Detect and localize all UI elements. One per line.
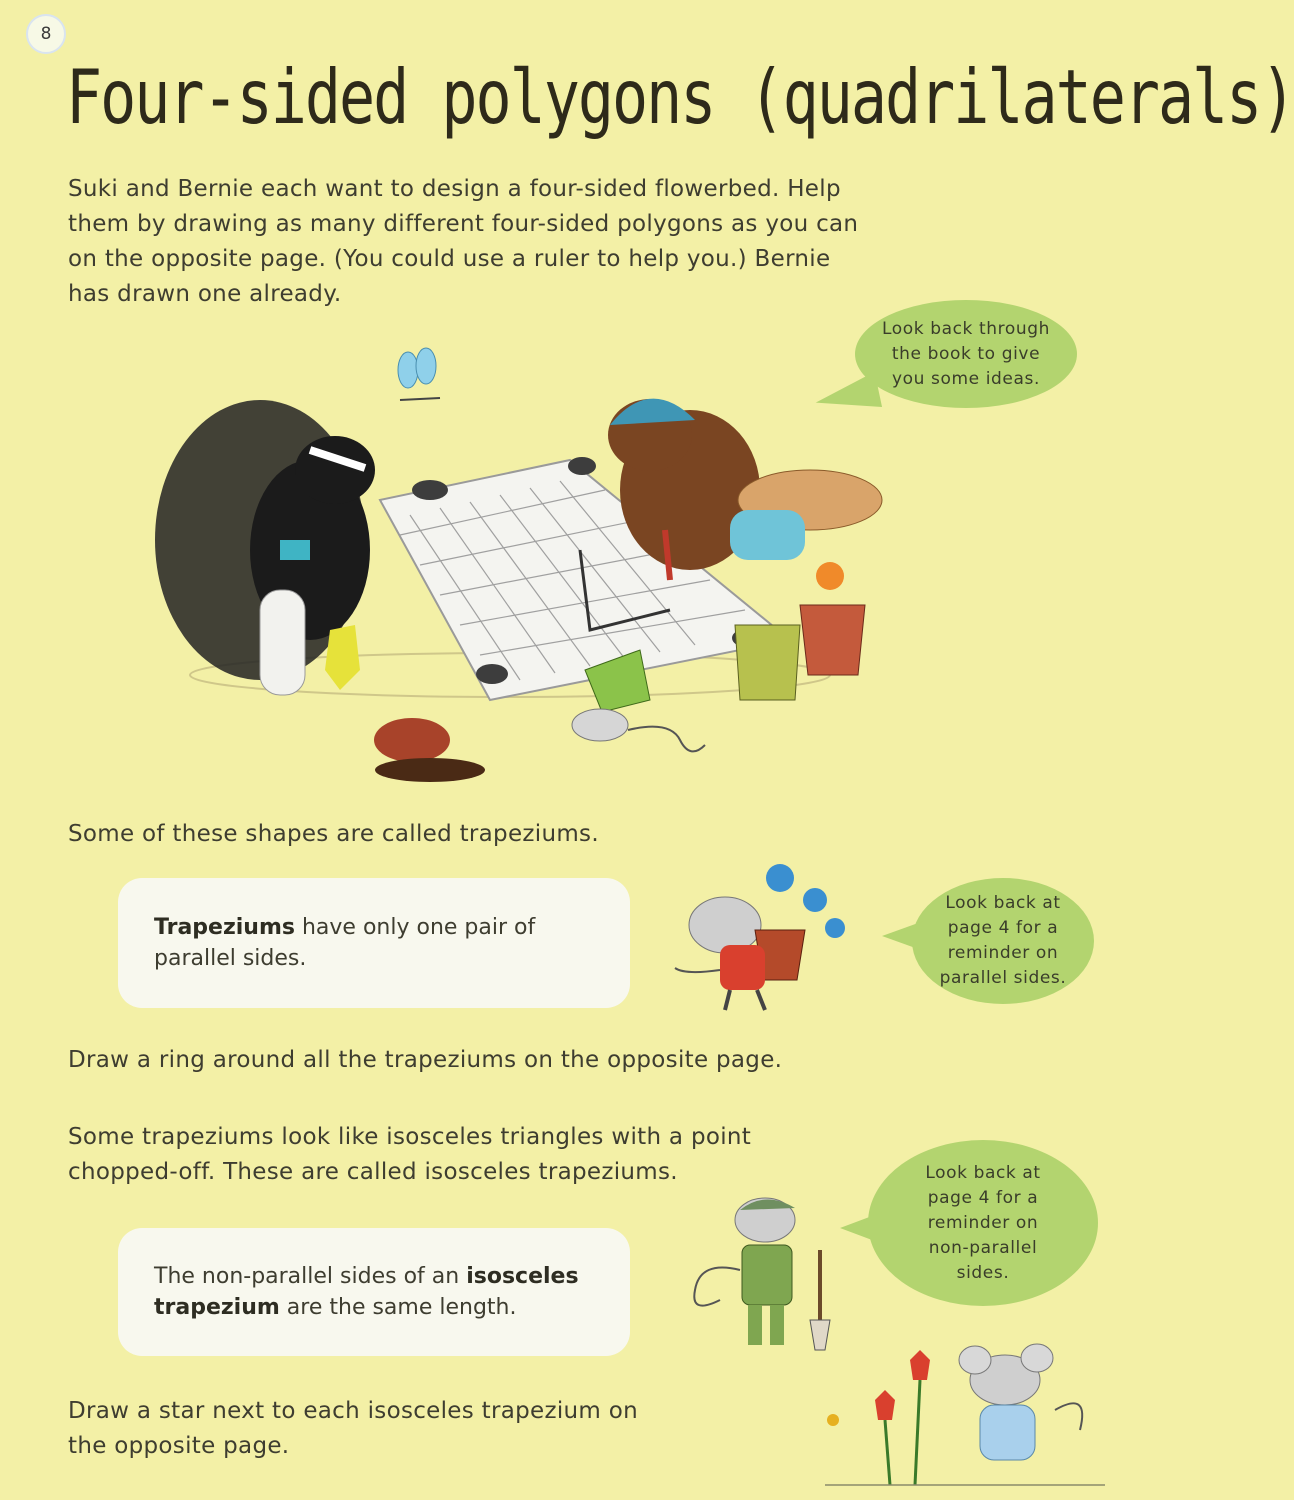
speech-bubble-tail xyxy=(882,918,932,954)
speech-bubble-middle xyxy=(912,878,1094,1004)
speech-bubble-text: Look back at page 4 for a reminder on parallel sides. xyxy=(939,893,1067,988)
tulips-and-mouse-illustration xyxy=(815,1340,1115,1490)
speech-bubble-text: Look back through the book to give you some ideas. xyxy=(881,318,1051,389)
instruction-star-isosceles: Draw a star next to each isosceles trapezium on the opposite page. xyxy=(68,1398,638,1459)
definition-term: Trapeziums xyxy=(154,915,295,940)
flower-icon xyxy=(803,888,827,912)
definition-box-trapezium xyxy=(118,878,630,1008)
speech-bubble-bottom xyxy=(868,1140,1098,1306)
butterfly-icon xyxy=(398,348,440,400)
definition-text xyxy=(154,1261,594,1323)
instruction-ring-trapeziums: Draw a ring around all the trapeziums on the opposite page. xyxy=(68,1047,783,1073)
beaver-character xyxy=(608,399,882,580)
stone-icon xyxy=(568,457,596,475)
definition-term: isosceles trapezium xyxy=(154,1264,579,1320)
isosceles-intro: Some trapeziums look like isosceles triangles with a point chopped-off. These are called isosceles trapeziums. xyxy=(68,1124,752,1185)
bee-icon xyxy=(827,1414,839,1426)
stone-icon xyxy=(412,480,448,500)
definition-pre: The non-parallel sides of an xyxy=(154,1264,467,1289)
definition-body: have only one pair of parallel sides. xyxy=(154,915,536,971)
speech-bubble-text: Look back at page 4 for a reminder on non-parallel sides. xyxy=(925,1162,1041,1283)
tulip-icon xyxy=(910,1350,930,1380)
flower-icon xyxy=(825,918,845,938)
main-illustration xyxy=(150,340,890,790)
stone-icon xyxy=(476,664,508,684)
mouse-under-pot xyxy=(572,709,705,751)
gardener-mouse-illustration xyxy=(680,1190,860,1360)
trapezium-intro: Some of these shapes are called trapeziums. xyxy=(68,821,599,847)
flower-icon xyxy=(816,562,844,590)
intro-paragraph: Suki and Bernie each want to design a four-sided flowerbed. Help them by drawing as many different four-sided polygons as you can on the opposite page. (You could use a ruler to help you.) Bernie has drawn one already. xyxy=(68,176,859,307)
page-number: 8 xyxy=(40,24,52,44)
flower-icon xyxy=(766,864,794,892)
page-title: Four-sided polygons (quadrilaterals) xyxy=(66,54,1294,142)
tulip-icon xyxy=(875,1390,895,1420)
page-number-badge xyxy=(26,14,66,54)
speech-bubble-tail xyxy=(840,1210,888,1246)
definition-text xyxy=(154,912,594,974)
definition-box-isosceles xyxy=(118,1228,630,1356)
definition-post: are the same length. xyxy=(279,1295,517,1320)
mouse-with-flowerpot-illustration xyxy=(665,850,865,1020)
skunk-character xyxy=(155,400,375,695)
